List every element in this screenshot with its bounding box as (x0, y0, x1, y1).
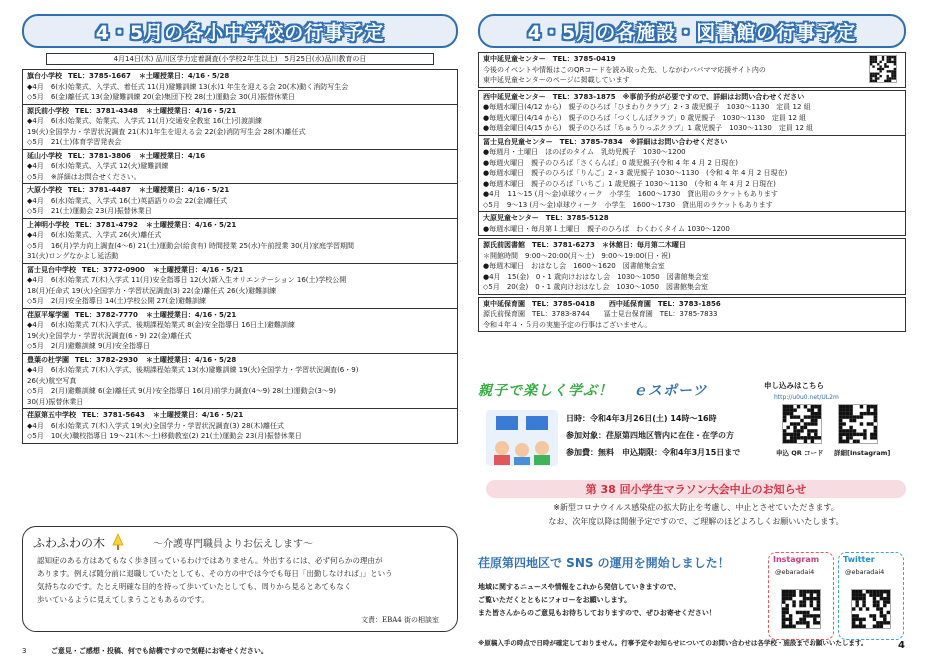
school-event-line: ◆4月 6(水)始業式 7(木)入学式 11(月)安全指導日 12(火)新入生オリエンテーション 16(土)学校公開 (27, 276, 347, 284)
school-saturday-days: ＊土曜授業日：4/16・5/21 (145, 106, 237, 115)
esports-date: 令和4年3月26日(土) 14時～16時 (590, 414, 717, 423)
school-name: 荏原平塚学園 (27, 310, 69, 319)
page-number-right: 4 (898, 640, 905, 651)
esports-title (478, 380, 906, 400)
school-row (23, 184, 457, 219)
school-event-line: ◆4月 6(水)始業式 7(木)入学式、後期課程始業式 8(金)安全指導日 16日土)避難訓練 (27, 321, 295, 329)
facility-event-line: ●4月 11～15 (月～金)卓球ウィーク 小学生 1600～1730 貸出用のラケットもあります (483, 190, 778, 198)
marathon-notice (486, 480, 906, 546)
sns-title: 荏原第四地区で SNS の運用を開始しました！ (478, 556, 730, 570)
school-row (23, 264, 457, 309)
text-line: なお、次年度以降は開催予定ですので、ご理解のほどよろしくお願いいたします。 (548, 517, 844, 526)
marathon-title: 第 38 回小学生マラソン大会中止のお知らせ (486, 480, 906, 498)
fuwa-signature: 文責：EBA4 街の相談室 (361, 616, 439, 624)
school-tel: TEL：3781-3806 (68, 151, 131, 160)
esports-title-main: 親子で楽しく学ぶ！ (478, 383, 613, 399)
facility-event-line: ●毎週木曜日 おはなし会 1600～1620 図書館集会室 (483, 262, 665, 270)
school-saturday-days: ＊土曜授業日：4/16・5/21 (152, 411, 244, 419)
twitter-qr-code[interactable] (851, 589, 891, 629)
facility-event-line: ●毎週火曜日(4/14 から) 親子のひろば「つくしんぼクラブ」0 歳児親子 1030～1130 定員 12 組 (483, 113, 807, 122)
school-event-line: 19(火)全国学力・学習状況調査(6・9) 22(金)離任式 (27, 331, 192, 340)
facility-row (479, 298, 905, 332)
facility-header: 西中延児童センター TEL：3783-1875 ※事前予約が必要ですので、詳細はお問い合わせください (483, 92, 805, 101)
notice-box: 4月14日(木) 品川区学力定着調査(小学校2年生以上) 5月25日(水)品川教育の日 (46, 53, 434, 65)
esports-fee: 無料 申込期限：令和4年3月15日まで (598, 448, 741, 457)
school-saturday-days: ＊土曜授業日：4/16 (138, 151, 206, 160)
school-event-line: ◇5月 21(土)運動会 23(月)振替休業日 (27, 207, 152, 215)
school-name: 豊葉の杜学園 (27, 355, 69, 364)
facility-box (478, 90, 906, 237)
facility-event-line: ●毎週火曜日 親子のひろば「さくらんぼ」0 歳児親子(令和 4 年 4 月 2 日現在) (483, 158, 738, 167)
sns-section (478, 554, 768, 620)
facility-event-line: ●毎週水曜日 親子のひろば「りんご」2・3 歳児親子 1030～1130 (令和 4 年 4 月 2 日現在) (483, 169, 788, 177)
facility-event-line: 令和４年４・５月の実施予定の行事はございません。 (483, 320, 652, 329)
school-event-line: ◆4月 6(水)始業式、入学式 12(火)避難訓練 (27, 162, 169, 170)
school-event-line: ◆4月 6(水)始業式 7(木)入学式 19(火)全国学力・学習状況調査(3) 28(木)離任式 (27, 421, 284, 430)
apply-label: 申し込みはこちら (764, 381, 824, 390)
school-event-line: ◇5月 2(月)避難訓練 6(金)離任式 9(月)安全指導日 16(月)前学力調査(4～9) 28(土)運動会(3～9) (27, 387, 336, 395)
detail-qr-caption: 詳細[Instagram] (834, 449, 891, 457)
facility-event-line: ＊開館時間 9:00～20:00(月～土) 9:00～19:00(日・祝) (483, 251, 671, 260)
school-name: 旗台小学校 (27, 72, 62, 80)
school-event-line: ◆4月 6(水)始業式、入学式 26(火)離任式 (27, 231, 162, 239)
page-number-left: 3 (22, 647, 27, 655)
facility-event-line: 東中延児童センターのページに掲載しています (483, 76, 630, 84)
school-tel: TEL：3782-7770 (75, 310, 138, 319)
apply-qr-code[interactable] (782, 404, 822, 444)
facility-box (478, 238, 906, 295)
fuwa-title: ふわふわの木 (33, 535, 106, 550)
right-page (478, 14, 906, 651)
right-footer (478, 638, 905, 651)
facility-event-line: 今後のイベントや情報はこのQRコードを読み取った先、しながわパパママ応援サイト内の (483, 65, 766, 74)
esports-title-sub: ｅスポーツ (632, 383, 708, 399)
school-event-line: 31(火)ロングなかよし延活動 (27, 252, 119, 260)
facility-event-line: 源氏前保育園 TEL：3783-8744 冨士見台保育園 TEL：3785-7833 (483, 310, 718, 318)
school-event-line: ◇5月 2(月)安全指導日 14(土)学校公開 27(金)避難訓練 (27, 297, 206, 305)
school-name: 源氏前小学校 (27, 106, 69, 115)
school-tel: TEL：3781-4348 (75, 106, 138, 115)
facility-header: 源氏前図書館 TEL：3781-6273 ＊休館日：毎月第二木曜日 (483, 241, 686, 249)
esports-info: 日時：令和4年3月26日(土) 14時～16時 参加対象：荏原第四地区管内に在住・在学の方 参加費：無料 申込期限：令和4年3月15日まで (566, 414, 741, 457)
instagram-box (768, 552, 834, 640)
left-footer-text: ご意見・ご感想・投稿、何でも結構ですので気軽にお寄せください。 (50, 647, 268, 655)
school-event-line: ◇5月 16(月)学力向上調査(4～6) 21(土)運動会(給食有) 時間授業 25(水)午前授業 30(月)家庭学習期間 (27, 241, 355, 250)
school-event-line: ◇5月 10(火)職校指導日 19～21(木～土)移動教室(2) 21(土)運動会 23(月)振替休業日 (27, 432, 302, 440)
school-tel: TEL：3781-4487 (68, 186, 131, 194)
school-row (23, 409, 457, 443)
school-row (23, 354, 457, 410)
text-line: あります。例えば随分前に退職していたとしても、その方の中では今でも毎日「出勤しなければ」」という (37, 569, 393, 578)
school-event-line: ◇5月 21(土)体育学習発表会 (27, 138, 122, 146)
left-title-banner: 4・5月の各小中学校の行事予定 (22, 14, 458, 48)
school-event-line: ◆4月 6(水)始業式 7(木)入学式、後期課程始業式 13(水)避難訓練 19(火)全国学力・学習状況調査(6・9) (27, 366, 359, 374)
facility-row (479, 212, 905, 235)
instagram-detail-qr-code[interactable] (838, 404, 878, 444)
facility-event-line: ◇5月 20(金) 0・1 歳向けおはなし会 1030～1050 図書館集会室 (483, 283, 708, 291)
school-event-line: 30(月)振替休業日 (27, 397, 84, 406)
right-title-banner: 4・5月の各施設・図書館の行事予定 (478, 14, 906, 48)
facility-box (478, 52, 906, 88)
school-schedule-table (22, 69, 458, 444)
instagram-id: @ebaradai4 (775, 568, 815, 576)
left-footer (22, 646, 268, 656)
facility-event-line: ●毎週金曜日(4/15 から) 親子のひろば「ちゅうりっぷクラブ」1 歳児親子 1030～1130 定員 12 組 (483, 124, 814, 132)
twitter-label: Twitter (843, 555, 875, 564)
school-event-line: ◇5月 6(金)離任式 13(金)避難訓練 20(金)集団下校 28(土)運動会 30(月)振替休業日 (27, 93, 296, 101)
school-tel: TEL：3782-2930 (75, 355, 138, 364)
school-event-line: 26(火)航空写真 (27, 376, 77, 385)
school-tel: TEL：3772-0900 (82, 265, 145, 274)
right-footer-text: ※原稿入手の時点で日時が確定しておりません。行事予定やお知らせについてのお問い合わせは各学校・施設までお願いいたします。 (478, 639, 868, 647)
school-row (23, 150, 457, 185)
school-saturday-days: ＊土曜授業日：4/16・5/28 (145, 355, 237, 364)
facility-row (479, 91, 905, 136)
text-line: 歩いているように見えてしまうこともあるのです。 (37, 595, 209, 604)
school-row (23, 105, 457, 150)
school-saturday-days: ＊土曜授業日：4/16・5/28 (138, 72, 230, 80)
school-saturday-days: ＊土曜授業日：4/16・5/21 (138, 186, 230, 194)
school-tel: TEL：3785-1667 (68, 72, 131, 80)
school-name: 上神明小学校 (27, 220, 69, 229)
facility-row (479, 136, 905, 213)
school-saturday-days: ＊土曜授業日：4/16・5/21 (152, 265, 244, 274)
facility-event-line: ●毎週木曜日 親子のひろば「いちご」1 歳児親子 1030～1130 (令和 4 年 4 月 2 日現在) (483, 179, 776, 188)
apply-qr-caption: 申込 QR コード (776, 449, 824, 457)
fuwafuwa-column (22, 526, 458, 632)
facility-header: 大原児童センター TEL：3785-5128 (483, 214, 609, 222)
facility-header: 東中延保育園 TEL：3785-0418 西中延保育園 TEL：3783-1856 (483, 299, 721, 308)
instagram-label: Instagram (773, 555, 820, 564)
text-line: ※新型コロナウイルス感染症の拡大防止を考慮し、中止とさせていただきます。 (553, 503, 839, 512)
text-line: ご覧いただくとともにフォローをお願いします。 (478, 596, 632, 604)
school-event-line: ◇5月 ※詳細はお問合せください。 (27, 172, 141, 181)
facility-event-line: ●毎週水曜日(4/12 から) 親子のひろば「ひまわりクラブ」2・3 歳児親子 1030～1130 定員 12 組 (483, 103, 811, 111)
higashinakanobu-qr-code[interactable] (869, 55, 897, 83)
school-row (23, 70, 457, 105)
school-name: 荏原第五中学校 (27, 411, 76, 419)
school-event-line: ◆4月 6(水)始業式、入学式、着任式 11(月)避難訓練 13(水)1 年生を迎える会 20(木)動く消防写生会 (27, 82, 349, 91)
school-tel: TEL：3781-4792 (75, 220, 138, 229)
school-tel: TEL：3781-5643 (82, 411, 145, 419)
facility-event-line: ●毎週月・土曜日 ほのぼのタイム 乳幼児親子 1030～1200 (483, 148, 686, 156)
facility-row (479, 239, 905, 294)
school-row (23, 219, 457, 264)
esports-illustration (484, 408, 560, 468)
school-event-line: 18(月)任命式 19(火)全国学力・学習状況調査(3) 22(金)離任式 26(火)避難訓練 (27, 286, 277, 295)
facility-event-line: ●毎週水曜日・毎月第１土曜日 親子のひろば わくわくタイム 1030～1200 (483, 224, 730, 233)
facility-schedule (478, 52, 906, 332)
school-name: 大原小学校 (27, 186, 62, 194)
school-saturday-days: ＊土曜授業日：4/16・5/21 (145, 220, 237, 229)
facility-row (479, 53, 905, 87)
school-event-line: 19(火)全国学力・学習状況調査 21(木)1年生を迎える会 22(金)消防写生会 28(木)離任式 (27, 127, 306, 136)
fuwa-subtitle: ～介護専門職員よりお伝えします～ (153, 538, 314, 550)
text-line: 気持ちなのです。たとえ明確な目的を持って歩いていたとしても、周りから見るとあてもなく (37, 582, 352, 591)
tree-icon (111, 533, 125, 551)
fuwa-body (33, 554, 447, 606)
twitter-id: @ebaradai4 (845, 568, 885, 576)
facility-header: 冨士見台児童センター TEL：3785-7834 ※詳細はお問い合わせください (483, 137, 728, 146)
school-saturday-days: ＊土曜授業日：4/16・5/21 (145, 310, 237, 319)
marathon-body (486, 501, 906, 529)
twitter-box (838, 552, 904, 640)
apply-url[interactable]: http://u0u0.net/UL2m (774, 394, 839, 401)
school-event-line: ◆4月 6(水)始業式、入学式 16(土)英語語りの会 22(金)離任式 (27, 196, 227, 205)
facility-header: 東中延児童センター TEL：3785-0419 (483, 55, 616, 63)
text-line: また皆さんからのご意見もお待ちしておりますので、ぜひお寄せください！ (478, 609, 716, 617)
left-page (22, 14, 458, 655)
text-line: 地域に関するニュースや情報をこれから発信していきますので、 (478, 583, 681, 591)
facility-box (478, 297, 906, 333)
text-line: 認知症のある方はあてもなく歩き回っているわけではありません。外出するには、必ず何らかの理由が (37, 556, 383, 565)
school-event-line: ◇5月 2(月)避難訓練 9(月)安全指導日 (27, 342, 150, 350)
esports-section (478, 380, 906, 484)
school-name: 冨士見台中学校 (27, 265, 76, 274)
school-row (23, 309, 457, 354)
sns-body (478, 581, 768, 620)
facility-event-line: ●4月 15(金) 0・1 歳向けおはなし会 1030～1050 図書館集会室 (483, 272, 709, 281)
esports-target: 荏原第四地区管内に在住・在学の方 (606, 431, 734, 440)
school-name: 延山小学校 (27, 151, 62, 160)
facility-event-line: ◇5月 9～13 (月～金)卓球ウィーク 小学生 1600～1730 貸出用のラケットもあります (483, 200, 773, 209)
instagram-qr-code[interactable] (781, 589, 821, 629)
school-event-line: ◆4月 6(水)始業式、始業式、入学式 11(月)交通安全教室 16(土)引渡訓練 (27, 117, 262, 125)
